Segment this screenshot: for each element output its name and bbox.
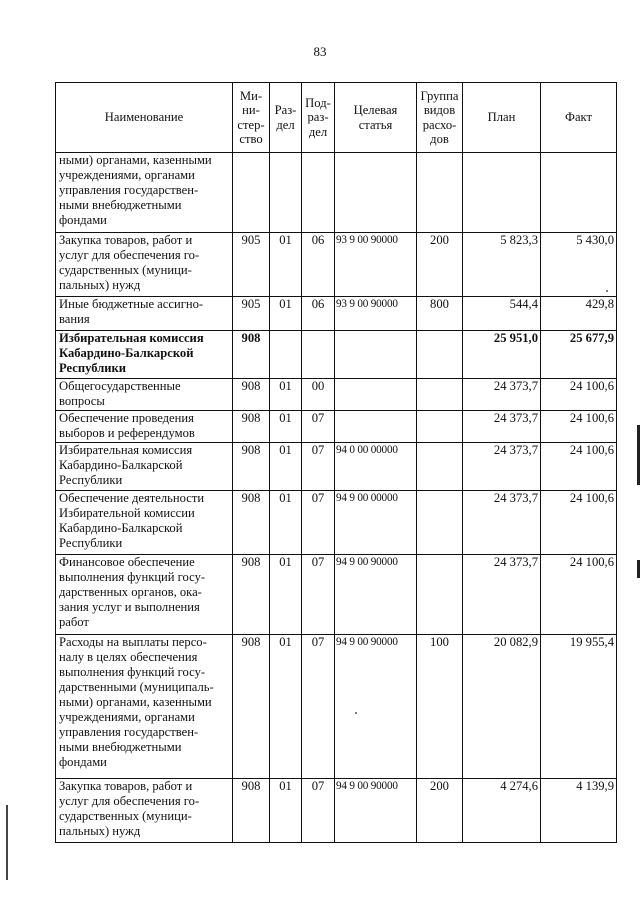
table-row (56, 443, 617, 491)
cell-expense-group: 100 (417, 635, 463, 779)
header-expense-group: Группа видов расхо- дов (417, 83, 463, 153)
cell-subsection (302, 153, 335, 233)
cell-name: ными) органами, казенными учреждениями, органами управления государствен- ными внебюджетными фондами (56, 153, 233, 233)
cell-fact: 429,8 (541, 297, 617, 331)
scan-speck (606, 290, 608, 292)
cell-ministry: 908 (233, 331, 270, 379)
cell-fact: 24 100,6 (541, 555, 617, 635)
cell-fact: 5 430,0 (541, 233, 617, 297)
table-row (56, 491, 617, 555)
cell-expense-group (417, 331, 463, 379)
cell-subsection: 07 (302, 491, 335, 555)
cell-target (335, 331, 417, 379)
cell-target (335, 379, 417, 411)
table-row (56, 297, 617, 331)
cell-name: Закупка товаров, работ и услуг для обеспечения го- сударственных (муници- пальных) нужд (56, 233, 233, 297)
cell-subsection: 06 (302, 233, 335, 297)
cell-target: 93 9 00 90000 (335, 297, 417, 331)
cell-expense-group: 200 (417, 779, 463, 843)
cell-name: Расходы на выплаты персо- налу в целях обеспечения выполнения функций госу- дарственными (муниципаль- ными) органами, казенными учреждениями, органами управления государствен- ными внебюджетными фондами (56, 635, 233, 779)
cell-fact: 4 139,9 (541, 779, 617, 843)
cell-subsection: 07 (302, 443, 335, 491)
table-row (56, 635, 617, 779)
header-subsection: Под- раз- дел (302, 83, 335, 153)
cell-fact: 24 100,6 (541, 443, 617, 491)
page-number: 83 (313, 44, 327, 59)
table-row (56, 331, 617, 379)
cell-target: 94 9 00 90000 (335, 779, 417, 843)
header-fact: Факт (541, 83, 617, 153)
header-section: Раз- дел (270, 83, 302, 153)
cell-subsection: 07 (302, 635, 335, 779)
cell-name: Обеспечение деятельности Избирательной комиссии Кабардино-Балкарской Республики (56, 491, 233, 555)
cell-plan: 24 373,7 (463, 411, 541, 443)
header-ministry: Ми- ни- стер- ство (233, 83, 270, 153)
table-header-row (56, 83, 617, 153)
cell-ministry: 908 (233, 411, 270, 443)
cell-target: 93 9 00 90000 (335, 233, 417, 297)
cell-expense-group (417, 443, 463, 491)
cell-plan: 25 951,0 (463, 331, 541, 379)
cell-plan: 24 373,7 (463, 491, 541, 555)
cell-section: 01 (270, 779, 302, 843)
cell-section: 01 (270, 297, 302, 331)
scan-edge-mark (6, 805, 8, 880)
header-target: Целевая статья (335, 83, 417, 153)
cell-expense-group (417, 411, 463, 443)
cell-subsection: 00 (302, 379, 335, 411)
cell-ministry: 908 (233, 555, 270, 635)
cell-name: Иные бюджетные ассигно- вания (56, 297, 233, 331)
cell-ministry: 908 (233, 779, 270, 843)
cell-section (270, 331, 302, 379)
cell-expense-group: 800 (417, 297, 463, 331)
cell-subsection: 07 (302, 779, 335, 843)
cell-target: 94 9 00 90000 (335, 635, 417, 779)
cell-target (335, 411, 417, 443)
table-row (56, 153, 617, 233)
cell-fact: 24 100,6 (541, 379, 617, 411)
cell-subsection: 07 (302, 555, 335, 635)
budget-table (55, 82, 617, 843)
cell-ministry: 905 (233, 297, 270, 331)
cell-name: Закупка товаров, работ и услуг для обеспечения го- сударственных (муници- пальных) нужд (56, 779, 233, 843)
cell-target: 94 0 00 00000 (335, 443, 417, 491)
cell-target: 94 9 00 90000 (335, 555, 417, 635)
cell-section: 01 (270, 379, 302, 411)
cell-expense-group: 200 (417, 233, 463, 297)
cell-plan: 4 274,6 (463, 779, 541, 843)
cell-section: 01 (270, 411, 302, 443)
cell-section (270, 153, 302, 233)
cell-section: 01 (270, 491, 302, 555)
cell-ministry: 905 (233, 233, 270, 297)
cell-plan (463, 153, 541, 233)
cell-expense-group (417, 153, 463, 233)
cell-section: 01 (270, 443, 302, 491)
table-row (56, 555, 617, 635)
header-plan: План (463, 83, 541, 153)
cell-target: 94 9 00 00000 (335, 491, 417, 555)
cell-ministry (233, 153, 270, 233)
cell-name: Финансовое обеспечение выполнения функций госу- дарственных органов, ока- зания услуг и выполнения работ (56, 555, 233, 635)
cell-name: Избирательная комиссия Кабардино-Балкарской Республики (56, 331, 233, 379)
cell-fact (541, 153, 617, 233)
cell-name: Избирательная комиссия Кабардино-Балкарской Республики (56, 443, 233, 491)
cell-subsection: 06 (302, 297, 335, 331)
table-row (56, 233, 617, 297)
cell-subsection: 07 (302, 411, 335, 443)
cell-expense-group (417, 379, 463, 411)
cell-fact: 24 100,6 (541, 491, 617, 555)
cell-subsection (302, 331, 335, 379)
table-body (56, 153, 617, 843)
table-row (56, 779, 617, 843)
scan-speck (355, 712, 357, 714)
cell-plan: 24 373,7 (463, 555, 541, 635)
cell-plan: 5 823,3 (463, 233, 541, 297)
cell-plan: 20 082,9 (463, 635, 541, 779)
cell-fact: 19 955,4 (541, 635, 617, 779)
header-name: Наименование (56, 83, 233, 153)
cell-section: 01 (270, 635, 302, 779)
cell-fact: 24 100,6 (541, 411, 617, 443)
cell-name: Обеспечение проведения выборов и референдумов (56, 411, 233, 443)
cell-section: 01 (270, 555, 302, 635)
cell-ministry: 908 (233, 379, 270, 411)
cell-section: 01 (270, 233, 302, 297)
cell-expense-group (417, 491, 463, 555)
cell-ministry: 908 (233, 491, 270, 555)
cell-target (335, 153, 417, 233)
cell-fact: 25 677,9 (541, 331, 617, 379)
cell-expense-group (417, 555, 463, 635)
table-row (56, 411, 617, 443)
cell-plan: 24 373,7 (463, 443, 541, 491)
cell-name: Общегосударственные вопросы (56, 379, 233, 411)
cell-plan: 24 373,7 (463, 379, 541, 411)
table-row (56, 379, 617, 411)
cell-plan: 544,4 (463, 297, 541, 331)
cell-ministry: 908 (233, 635, 270, 779)
cell-ministry: 908 (233, 443, 270, 491)
